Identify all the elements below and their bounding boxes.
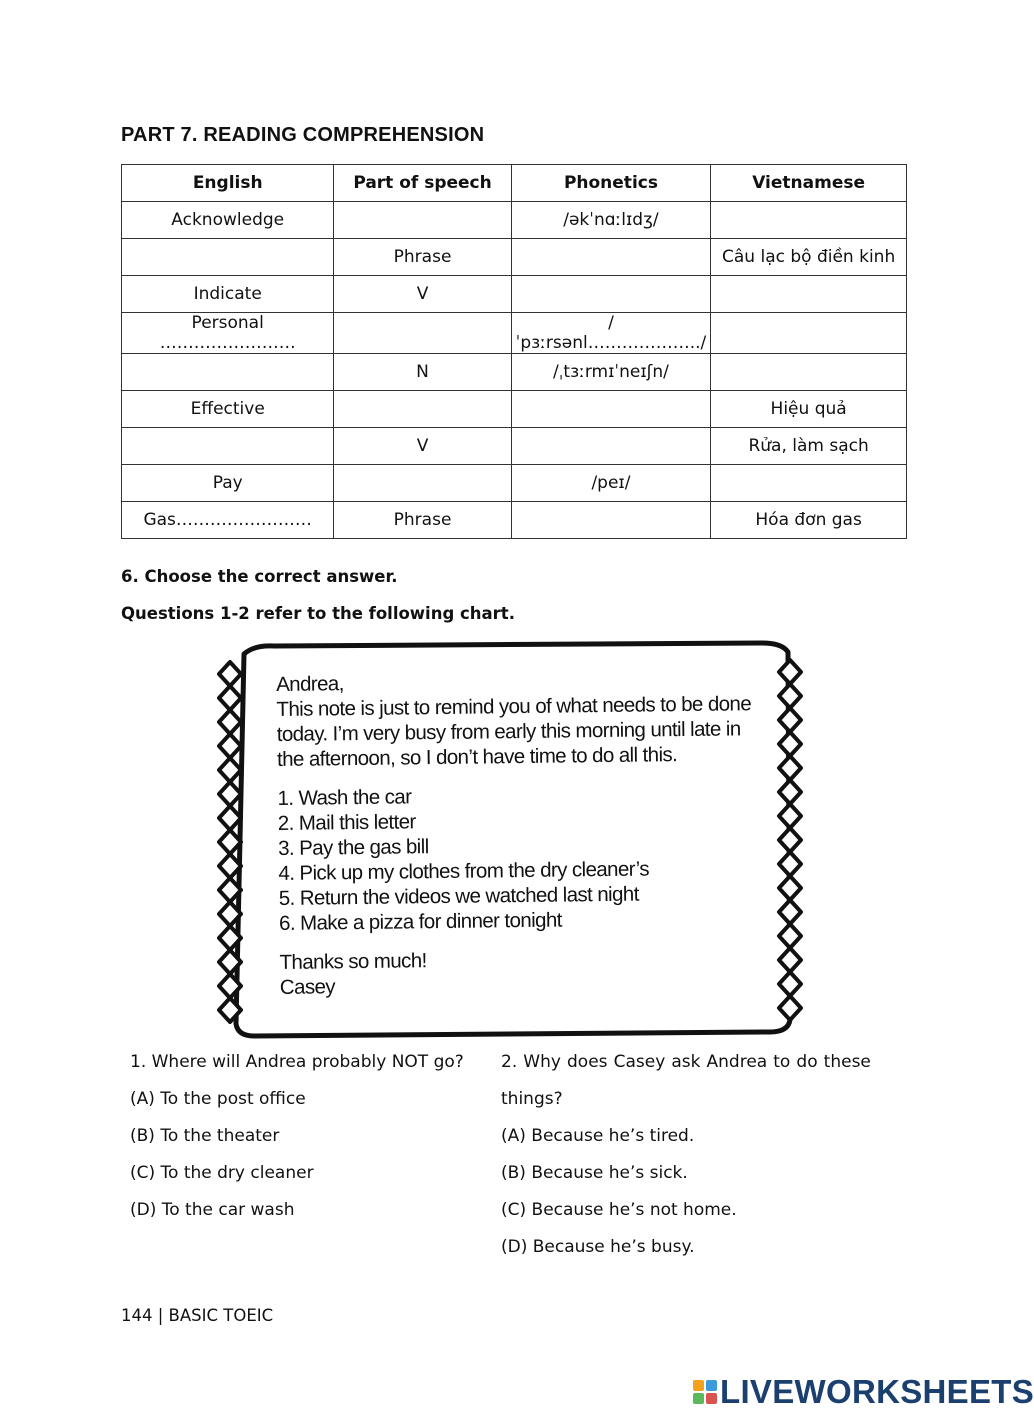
note-greeting: Andrea, — [276, 672, 344, 696]
cell-part-of-speech: Phrase — [334, 502, 511, 539]
cell-phonetics — [511, 239, 711, 276]
border-diamond — [219, 758, 241, 782]
cell-english: Pay — [122, 465, 334, 502]
questions-intro: Questions 1-2 refer to the following chart. — [121, 604, 515, 623]
cell-part-of-speech — [334, 202, 511, 239]
cell-vietnamese: Rửa, làm sạch — [711, 428, 907, 465]
cell-part-of-speech — [334, 391, 511, 428]
border-diamond — [219, 806, 241, 830]
question-2-option-c[interactable]: (C) Because he’s not home. — [501, 1200, 737, 1220]
cell-english: Gas…………………… — [122, 502, 334, 539]
question-2-option-d[interactable]: (D) Because he’s busy. — [501, 1237, 695, 1257]
table-row — [122, 502, 907, 539]
header-vietnamese: Vietnamese — [711, 165, 907, 202]
question-2-word: Casey — [613, 1052, 666, 1072]
border-diamond — [219, 782, 241, 806]
vocabulary-table — [121, 164, 907, 539]
note-intro-line: the afternoon, so I don’t have time to do all this. — [276, 743, 678, 771]
cell-phonetics: /ˈpɜːrsənl………………../ — [511, 313, 711, 354]
header-phonetics: Phonetics — [511, 165, 711, 202]
page-title: PART 7. READING COMPREHENSION — [121, 124, 485, 146]
border-diamond — [219, 710, 241, 734]
cell-english: Effective — [122, 391, 334, 428]
cell-phonetics — [511, 502, 711, 539]
cell-part-of-speech: N — [334, 354, 511, 391]
table-row — [122, 239, 907, 276]
cell-phonetics: /peɪ/ — [511, 465, 711, 502]
note-list-item: 4. Pick up my clothes from the dry cleaner’s — [278, 857, 650, 885]
liveworksheets-logo-icon — [692, 1379, 718, 1405]
question-2-text — [501, 1044, 871, 1081]
cell-part-of-speech — [334, 465, 511, 502]
cell-english — [122, 239, 334, 276]
question-2-word: Why — [523, 1052, 561, 1072]
cell-vietnamese — [711, 276, 907, 313]
note-signature: Casey — [279, 975, 336, 999]
question-1-option-b[interactable]: (B) To the theater — [130, 1126, 280, 1146]
question-2-word: do — [796, 1052, 818, 1072]
table-row — [122, 391, 907, 428]
header-english: English — [122, 165, 334, 202]
cell-english: Acknowledge — [122, 202, 334, 239]
cell-part-of-speech: Phrase — [334, 239, 511, 276]
question-2-word: to — [773, 1052, 791, 1072]
cell-english: Personal …………………… — [122, 313, 334, 354]
cell-phonetics — [511, 428, 711, 465]
cell-vietnamese — [711, 313, 907, 354]
table-header-row — [122, 165, 907, 202]
cell-vietnamese: Hóa đơn gas — [711, 502, 907, 539]
border-diamond — [219, 734, 241, 758]
question-2-word: ask — [671, 1052, 701, 1072]
cell-part-of-speech — [334, 313, 511, 354]
cell-phonetics: /əkˈnɑːlɪdʒ/ — [511, 202, 711, 239]
question-2-text-continued: things? — [501, 1089, 563, 1109]
cell-english — [122, 354, 334, 391]
question-2 — [501, 1044, 871, 1266]
liveworksheets-brand[interactable] — [692, 1373, 1034, 1411]
note-list-item: 1. Wash the car — [277, 785, 412, 810]
question-1 — [130, 1044, 464, 1229]
cell-part-of-speech: V — [334, 428, 511, 465]
cell-english — [122, 428, 334, 465]
note-list-item: 2. Mail this letter — [277, 810, 416, 835]
cell-vietnamese — [711, 354, 907, 391]
border-diamond — [219, 686, 241, 710]
note-list-item: 3. Pay the gas bill — [278, 835, 429, 860]
note-list-item: 5. Return the videos we watched last night — [278, 882, 639, 910]
page-footer: 144 | BASIC TOEIC — [121, 1306, 274, 1325]
question-2-word: these — [823, 1052, 871, 1072]
cell-english: Indicate — [122, 276, 334, 313]
question-2-word: does — [567, 1052, 608, 1072]
cell-vietnamese: Hiệu quả — [711, 391, 907, 428]
table-row — [122, 202, 907, 239]
cell-vietnamese — [711, 202, 907, 239]
cell-phonetics — [511, 391, 711, 428]
note-content — [276, 666, 780, 1000]
question-1-option-c[interactable]: (C) To the dry cleaner — [130, 1163, 314, 1183]
section-heading: 6. Choose the correct answer. — [121, 567, 398, 586]
cell-phonetics: /ˌtɜːrmɪˈneɪʃn/ — [511, 354, 711, 391]
note-intro-line: This note is just to remind you of what needs to be done — [276, 692, 752, 721]
right-border-decoration — [779, 660, 801, 1020]
brand-name: LIVEWORKSHEETS — [720, 1373, 1034, 1410]
left-border-decoration — [219, 662, 241, 1022]
note-intro-line: today. I’m very busy from early this morning until late in — [276, 717, 741, 746]
question-2-option-a[interactable]: (A) Because he’s tired. — [501, 1126, 695, 1146]
table-row — [122, 313, 907, 354]
cell-phonetics — [511, 276, 711, 313]
question-1-text: 1. Where will Andrea probably NOT go? — [130, 1052, 464, 1072]
table-row — [122, 276, 907, 313]
border-diamond — [219, 662, 241, 686]
cell-vietnamese — [711, 465, 907, 502]
note-closing: Thanks so much! — [279, 949, 427, 974]
question-1-option-d[interactable]: (D) To the car wash — [130, 1200, 295, 1220]
question-2-word: 2. — [501, 1052, 518, 1072]
cell-part-of-speech: V — [334, 276, 511, 313]
header-part-of-speech: Part of speech — [334, 165, 511, 202]
reading-note — [214, 640, 806, 1040]
note-list-item: 6. Make a pizza for dinner tonight — [278, 908, 562, 935]
question-1-option-a[interactable]: (A) To the post office — [130, 1089, 306, 1109]
question-2-option-b[interactable]: (B) Because he’s sick. — [501, 1163, 688, 1183]
table-row — [122, 465, 907, 502]
cell-vietnamese: Câu lạc bộ điền kinh — [711, 239, 907, 276]
question-2-word: Andrea — [706, 1052, 768, 1072]
table-row — [122, 354, 907, 391]
table-row — [122, 428, 907, 465]
